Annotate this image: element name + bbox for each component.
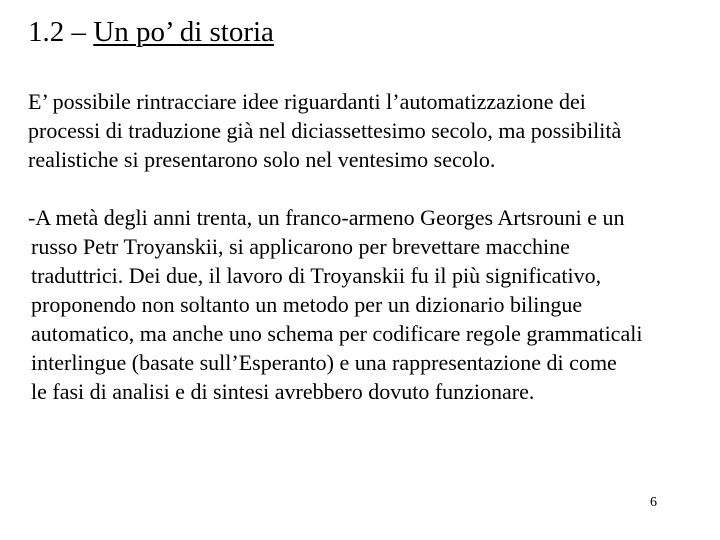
- history-line: le fasi di analisi e di sintesi avrebbero dovuto funzionare.: [31, 379, 535, 404]
- intro-line: realistiche si presentarono solo nel ventesimo secolo.: [28, 147, 496, 172]
- slide-title: [28, 14, 274, 50]
- history-line: traduttrici. Dei due, il lavoro di Troyanskii fu il più significativo,: [31, 263, 602, 288]
- history-line: proponendo non soltanto un metodo per un dizionario bilingue: [31, 292, 583, 317]
- history-line: -A metà degli anni trenta, un franco-armeno Georges Artsrouni e un: [28, 205, 625, 230]
- page-number: 6: [650, 495, 657, 510]
- title-text: Un po’ di storia: [93, 16, 274, 48]
- intro-paragraph: [28, 87, 621, 174]
- history-line: automatico, ma anche uno schema per codificare regole grammaticali: [31, 321, 643, 346]
- history-paragraph: [28, 203, 642, 406]
- title-number: 1.2 –: [28, 16, 94, 48]
- history-line: russo Petr Troyanskii, si applicarono per brevettare macchine: [31, 234, 570, 259]
- intro-line: processi di traduzione già nel diciassettesimo secolo, ma possibilità: [28, 118, 622, 143]
- history-line: interlingue (basate sull’Esperanto) e una rappresentazione di come: [31, 350, 617, 375]
- intro-line: E’ possibile rintracciare idee riguardanti l’automatizzazione dei: [28, 89, 586, 114]
